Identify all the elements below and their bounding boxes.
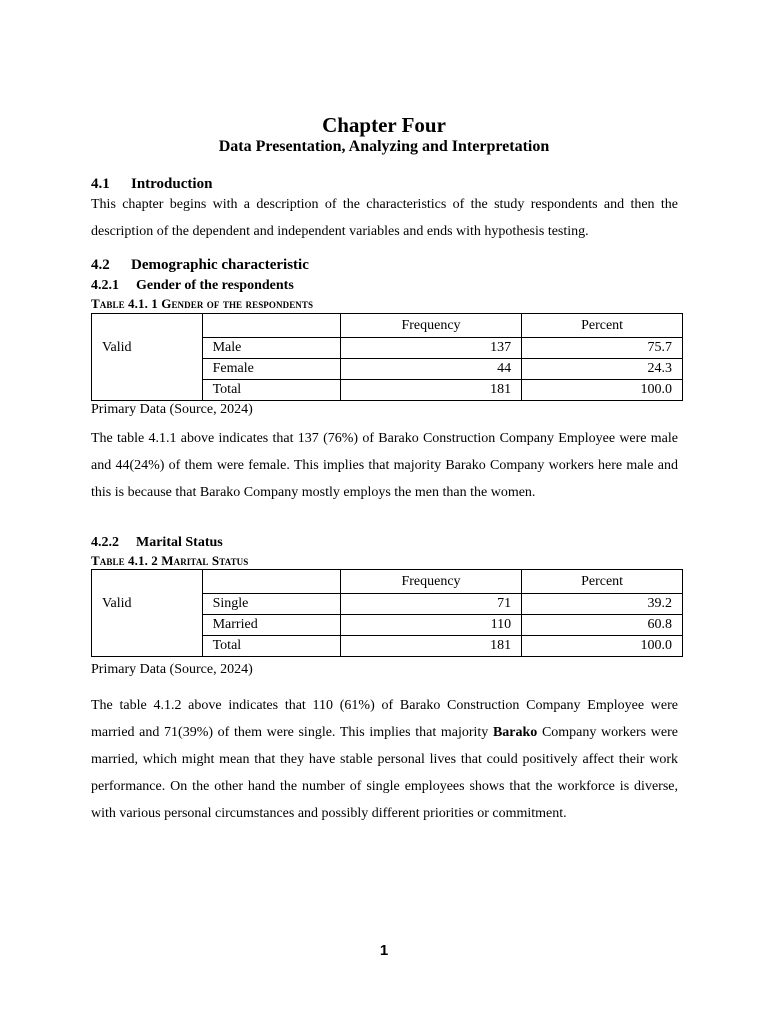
table-caption-gender: Table 4.1. 1 Gender of the respondents xyxy=(91,296,314,311)
marital-status-paragraph xyxy=(91,692,678,827)
subsection-title: Marital Status xyxy=(136,535,223,550)
section-title: Demographic characteristic xyxy=(131,257,309,273)
introduction-paragraph: This chapter begins with a description of the characteristics of the study respondents and then the description of the dependent and independent variables and ends with hypothesis testing. xyxy=(91,197,678,239)
subsection-heading-gender xyxy=(91,278,294,294)
marital-status-table xyxy=(91,569,683,657)
percent-cell: 100.0 xyxy=(522,380,683,401)
section-number: 4.2 xyxy=(91,257,110,273)
section-heading-demographic xyxy=(91,257,309,274)
column-header-percent: Percent xyxy=(522,314,683,338)
percent-cell: 39.2 xyxy=(522,594,683,615)
table-corner-cell xyxy=(92,314,203,338)
page-number: 1 xyxy=(379,942,389,959)
row-label: Total xyxy=(202,380,340,401)
subsection-number: 4.2.2 xyxy=(91,535,119,550)
frequency-cell: 110 xyxy=(340,615,521,636)
table-row xyxy=(92,594,683,615)
section-title: Introduction xyxy=(131,176,213,192)
row-label: Male xyxy=(202,338,340,359)
percent-cell: 75.7 xyxy=(522,338,683,359)
table-corner-cell xyxy=(202,570,340,594)
table-caption-marital-status: Table 4.1. 2 Marital Status xyxy=(91,553,249,568)
column-header-frequency: Frequency xyxy=(340,570,521,594)
paragraph-text: Company workers were married, which might mean that they have stable personal lives that could positively affect their work performance. On the other hand the number of single employees shows that the workforce is diverse, with various personal circumstances and possibly different priorities or commitment. xyxy=(91,725,678,821)
subsection-title: Gender of the respondents xyxy=(136,278,294,293)
frequency-cell: 44 xyxy=(340,359,521,380)
subsection-number: 4.2.1 xyxy=(91,278,119,293)
paragraph-text: The table 4.1.2 above indicates that 110 (61%) of Barako Construction Company Employee were married and 71(39%) of them were single. This implies that majority xyxy=(91,698,678,740)
percent-cell: 24.3 xyxy=(522,359,683,380)
subsection-heading-marital-status xyxy=(91,535,223,551)
table-source-note: Primary Data (Source, 2024) xyxy=(91,402,253,417)
gender-table xyxy=(91,313,683,401)
row-label: Married xyxy=(202,615,340,636)
percent-cell: 60.8 xyxy=(522,615,683,636)
section-number: 4.1 xyxy=(91,176,110,192)
group-label-valid: Valid xyxy=(92,338,203,401)
row-label: Female xyxy=(202,359,340,380)
table-header-row xyxy=(92,314,683,338)
column-header-percent: Percent xyxy=(522,570,683,594)
chapter-title: Chapter Four xyxy=(322,113,446,137)
frequency-cell: 181 xyxy=(340,636,521,657)
table-corner-cell xyxy=(202,314,340,338)
chapter-subtitle: Data Presentation, Analyzing and Interpretation xyxy=(218,138,550,155)
table-corner-cell xyxy=(92,570,203,594)
table-header-row xyxy=(92,570,683,594)
table-source-note: Primary Data (Source, 2024) xyxy=(91,662,253,677)
paragraph-bold-text: Barako xyxy=(492,725,538,740)
table-row xyxy=(92,338,683,359)
row-label: Single xyxy=(202,594,340,615)
frequency-cell: 181 xyxy=(340,380,521,401)
group-label-valid: Valid xyxy=(92,594,203,657)
percent-cell: 100.0 xyxy=(522,636,683,657)
column-header-frequency: Frequency xyxy=(340,314,521,338)
row-label: Total xyxy=(202,636,340,657)
gender-paragraph: The table 4.1.1 above indicates that 137 (76%) of Barako Construction Company Employee were male and 44(24%) of them were female. This implies that majority Barako Company workers here male and this is because that Barako Company mostly employs the men than the women. xyxy=(91,431,678,500)
frequency-cell: 71 xyxy=(340,594,521,615)
frequency-cell: 137 xyxy=(340,338,521,359)
